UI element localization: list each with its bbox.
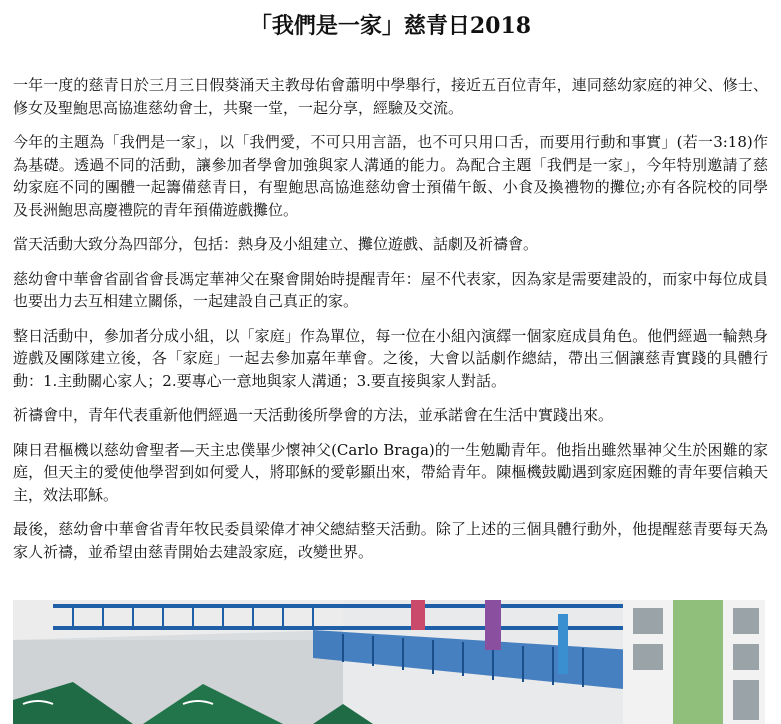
paragraph-1: 一年一度的慈青日於三月三日假葵涌天主教母佑會蕭明中學舉行，接近五百位青年，連同慈幼家庭的神父、修士、修女及聖鮑思高協進慈幼會士，共聚一堂，一起分享，經驗及交流。 bbox=[13, 76, 768, 117]
paragraph-5: 整日活動中，參加者分成小組，以「家庭」作為單位，每一位在小組內演繹一個家庭成員角色。他們經過一輪熱身遊戲及團隊建立後，各「家庭」一起去參加嘉年華會。之後，大會以話劇作總結，帶出三個讓慈青實踐的具體行動：1.主動關心家人；2.要專心一意地與家人溝通；3.要直接與家人對話。 bbox=[13, 326, 768, 390]
article-body bbox=[13, 74, 768, 575]
paragraph-3: 當天活動大致分為四部分，包括：熱身及小組建立、攤位遊戲、話劇及祈禱會。 bbox=[13, 235, 539, 253]
paragraph-8: 最後，慈幼會中華會省青年牧民委員梁偉才神父總結整天活動。除了上述的三個具體行動外，他提醒慈青要每天為家人祈禱，並希望由慈青開始去建設家庭，改變世界。 bbox=[13, 520, 768, 561]
event-photo-illustration bbox=[13, 600, 765, 724]
paragraph-7: 陳日君樞機以慈幼會聖者—天主忠僕畢少懷神父(Carlo Braga)的一生勉勵青年。他指出雖然畢神父生於困難的家庭，但天主的愛使他學習到如何愛人，將耶穌的愛彰顯出來，帶給青年。陳樞機鼓勵遇到家庭困難的青年要信賴天主，效法耶穌。 bbox=[13, 440, 768, 504]
page-title: 「我們是一家」慈青日2018 bbox=[249, 13, 532, 39]
paragraph-4: 慈幼會中華會省副省會長馮定華神父在聚會開始時提醒青年：屋不代表家，因為家是需要建設的，而家中每位成員也要出力去互相建立關係，一起建設自己真正的家。 bbox=[13, 269, 768, 310]
event-photo bbox=[13, 600, 765, 724]
paragraph-2: 今年的主題為「我們是一家」，以「我們愛，不可只用言語，也不可只用口舌，而要用行動和事實」(若一3:18)作為基礎。透過不同的活動，讓參加者學會加強與家人溝通的能力。為配合主題「我們是一家」，今年特別邀請了慈幼家庭不同的團體一起籌備慈青日，有聖鮑思高協進慈幼會士預備午飯、小食及換禮物的攤位;亦有各院校的同學及長洲鮑思高慶禮院的青年預備遊戲攤位。 bbox=[13, 133, 768, 219]
paragraph-6: 祈禱會中，青年代表重新他們經過一天活動後所學會的方法，並承諾會在生活中實踐出來。 bbox=[13, 406, 614, 424]
